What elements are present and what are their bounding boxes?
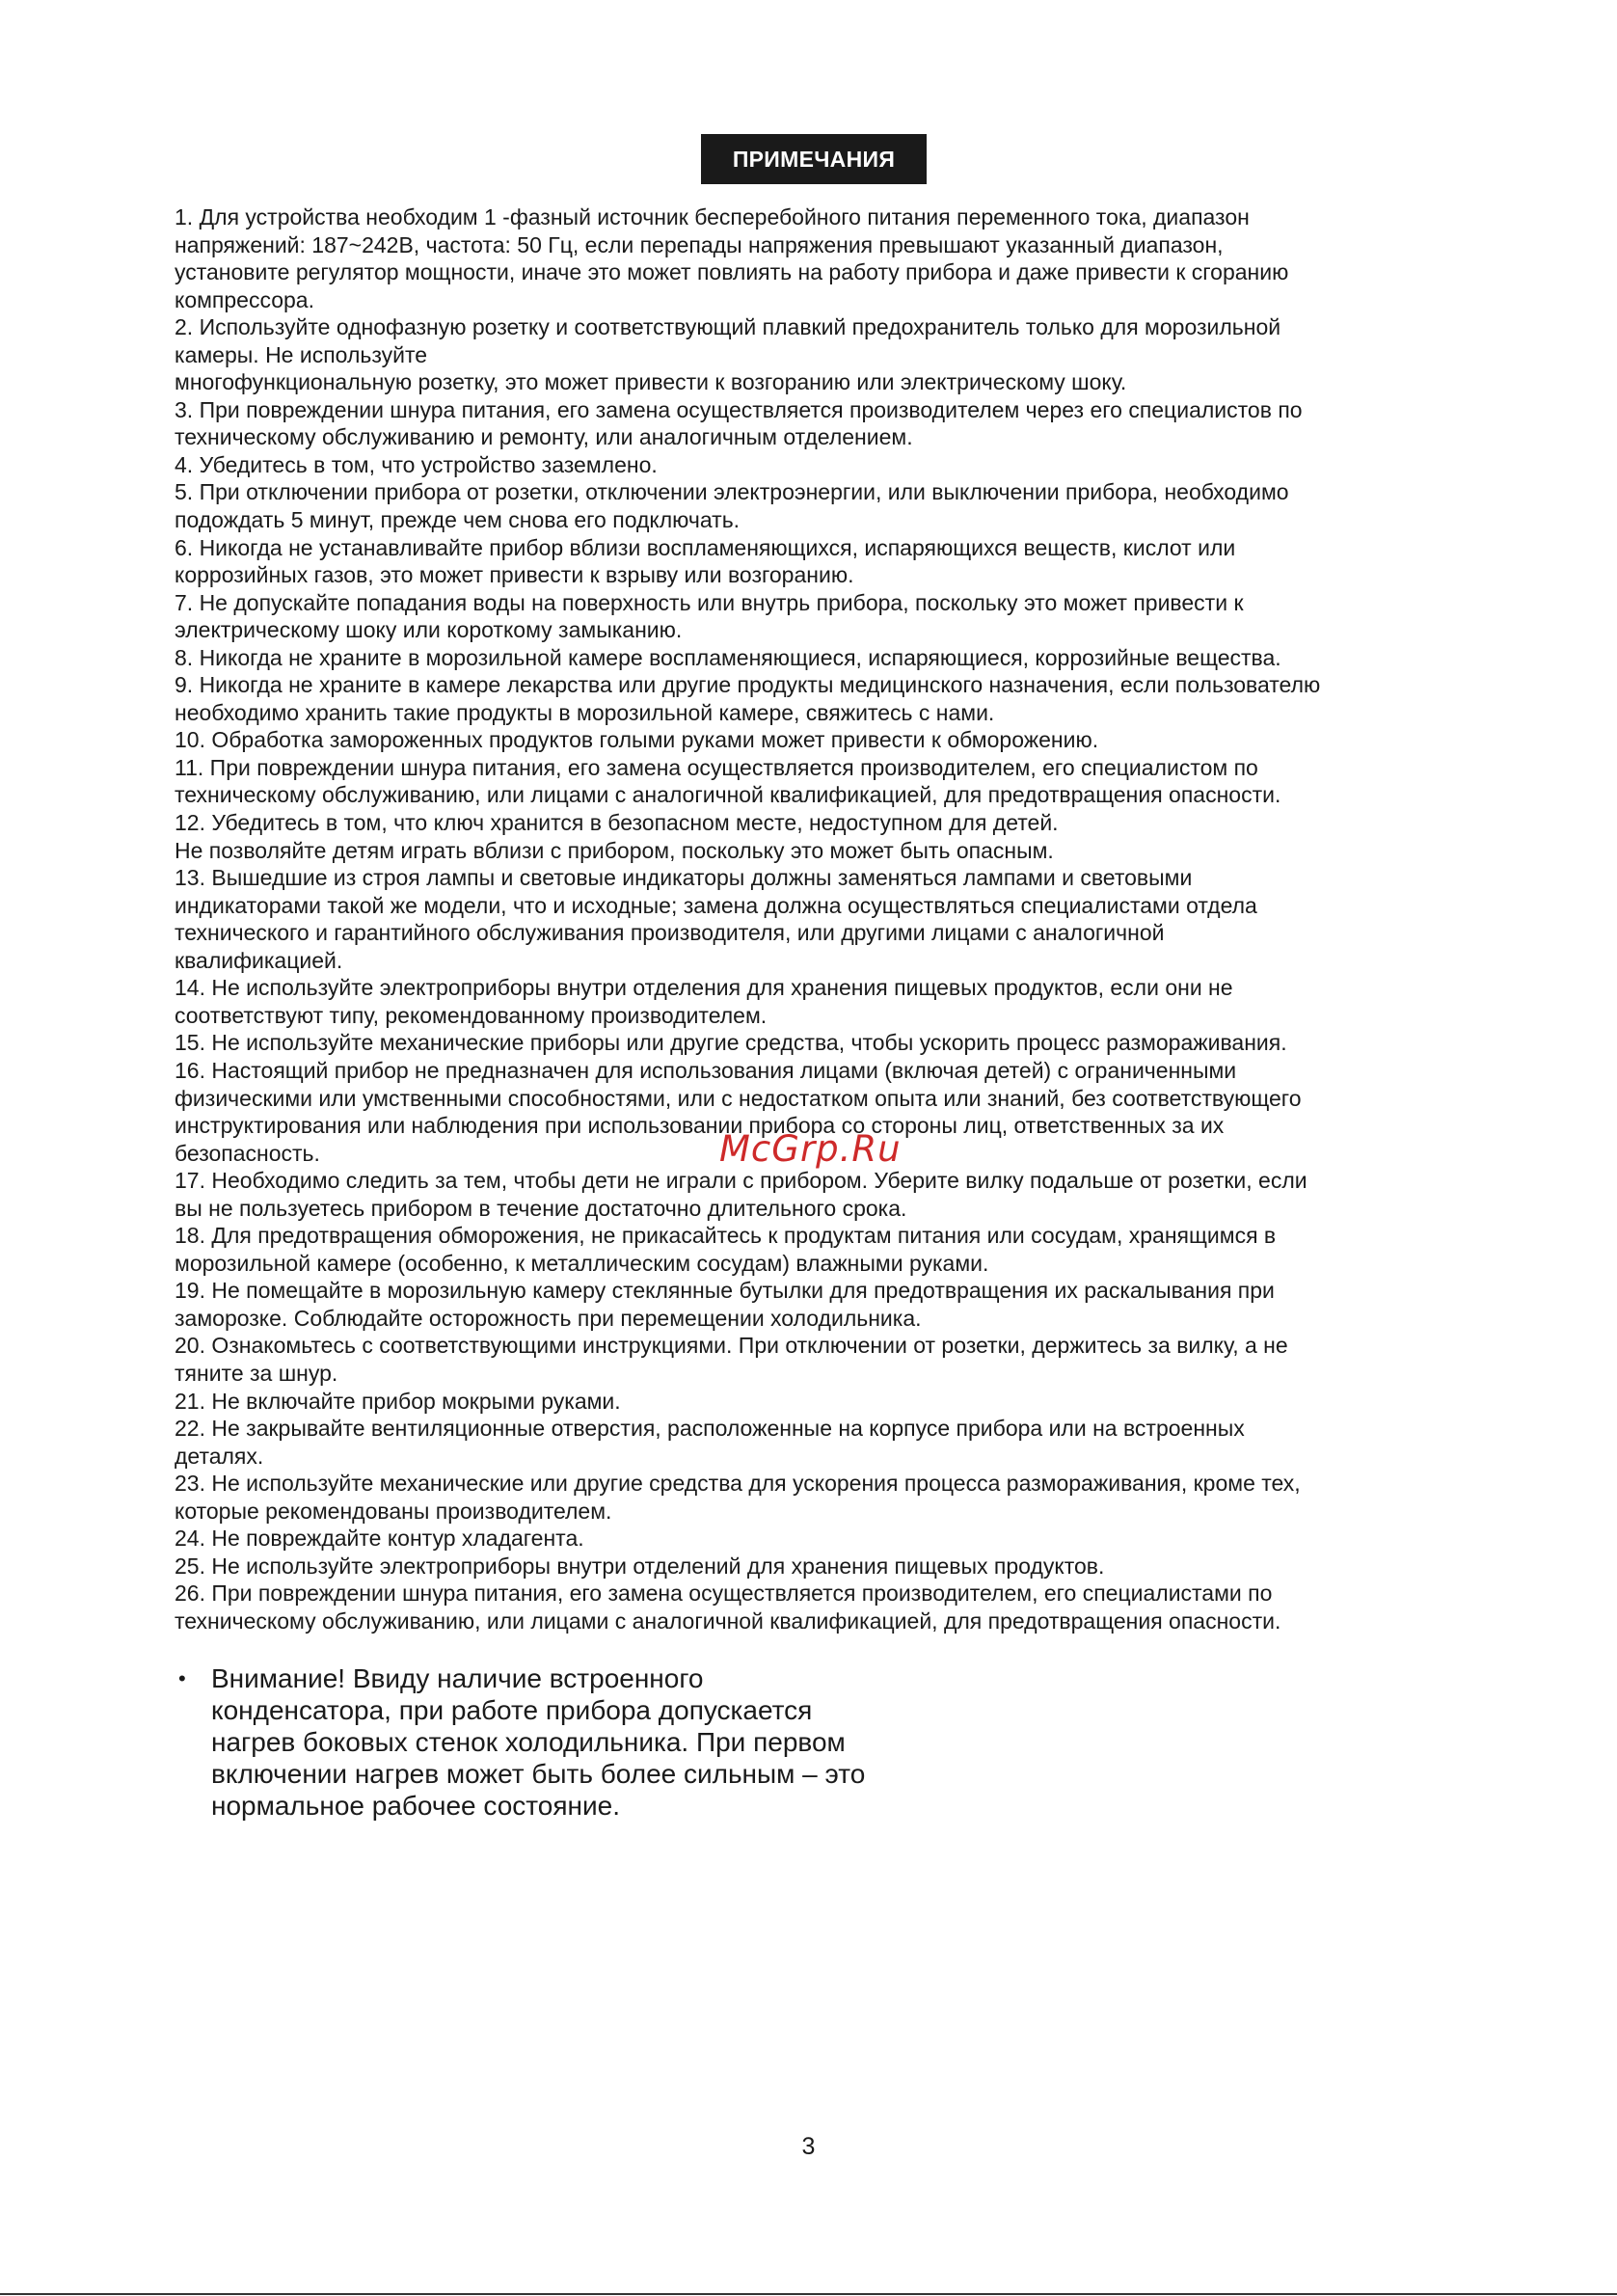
note-line: квалификацией. [175,947,343,973]
note-line: физическими или умственными способностями, или с недостатком опыта или знаний, без соответствующего [175,1085,1302,1111]
note-line: 25. Не используйте электроприборы внутри отделений для хранения пищевых продуктов. [175,1553,1105,1579]
note-line: 9. Никогда не храните в камере лекарства или другие продукты медицинского назначения, если пользователю [175,672,1321,698]
note-line: 12. Убедитесь в том, что ключ хранится в безопасном месте, недоступном для детей. [175,810,1059,836]
note-line: камеры. Не используйте [175,341,428,367]
note-line: 7. Не допускайте попадания воды на поверхность или внутрь прибора, поскольку это может привести к [175,589,1244,615]
note-line: 3. При повреждении шнура питания, его замена осуществляется производителем через его специалистов по [175,396,1303,422]
note-line: 4. Убедитесь в том, что устройство заземлено. [175,451,658,477]
note-line: напряжений: 187~242В, частота: 50 Гц, если перепады напряжения превышают указанный диапазон, [175,231,1224,257]
note-line: 17. Необходимо следить за тем, чтобы дети не играли с прибором. Уберите вилку подальше от розетки, если [175,1168,1307,1194]
note-line: 6. Никогда не устанавливайте прибор вблизи воспламеняющихся, испаряющихся веществ, кислот или [175,534,1236,560]
note-line: 5. При отключении прибора от розетки, отключении электроэнергии, или выключении прибора, необходимо [175,479,1289,505]
notes-list [175,203,1467,1634]
note-line: 23. Не используйте механические или другие средства для ускорения процесса размораживания, кроме тех, [175,1471,1301,1497]
page-title: ПРИМЕЧАНИЯ [701,134,927,184]
note-line: 14. Не используйте электроприборы внутри отделения для хранения пищевых продуктов, если они не [175,975,1233,1001]
note-line: 24. Не повреждайте контур хладагента. [175,1526,584,1552]
note-line: 26. При повреждении шнура питания, его замена осуществляется производителем, его специалистами по [175,1580,1273,1607]
warning-text [211,1662,865,1822]
note-line: 22. Не закрывайте вентиляционные отверстия, расположенные на корпусе прибора или на встроенных [175,1416,1245,1442]
note-line: 21. Не включайте прибор мокрыми руками. [175,1388,621,1414]
note-line: 20. Ознакомьтесь с соответствующими инструкциями. При отключении от розетки, держитесь за вилку, а не [175,1333,1288,1359]
warning-line: конденсатора, при работе прибора допускается [211,1695,813,1725]
note-line: индикаторами такой же модели, что и исходные; замена должна осуществляться специалистами отдела [175,892,1257,918]
note-line: необходимо хранить такие продукты в морозильной камере, свяжитесь с нами. [175,699,995,725]
warning-line: нормальное рабочее состояние. [211,1791,620,1821]
warning-line: нагрев боковых стенок холодильника. При первом [211,1727,846,1757]
note-line: техническому обслуживанию, или лицами с аналогичной квалификацией, для предотвращения опасности. [175,782,1281,808]
page-number: 3 [801,2133,816,2160]
note-line: установите регулятор мощности, иначе это может повлиять на работу прибора и даже привести к сгоранию [175,259,1289,285]
note-line: 1. Для устройства необходим 1 -фазный источник бесперебойного питания переменного тока, диапазон [175,204,1250,230]
note-line: техническому обслуживанию и ремонту, или аналогичным отделением. [175,424,913,450]
note-line: подождать 5 минут, прежде чем снова его подключать. [175,507,741,533]
bottom-divider [0,2293,1617,2295]
note-line: 10. Обработка замороженных продуктов голыми руками может привести к обморожению. [175,727,1099,753]
note-line: электрическому шоку или короткому замыканию. [175,617,683,643]
note-line: безопасность. [175,1140,320,1166]
note-line: коррозийных газов, это может привести к взрыву или возгоранию. [175,562,854,588]
note-line: технического и гарантийного обслуживания производителя, или другими лицами с аналогичной [175,920,1165,946]
note-line: 19. Не помещайте в морозильную камеру стеклянные бутылки для предотвращения их раскалывания при [175,1278,1275,1304]
warning-line: Внимание! Ввиду наличие встроенного [211,1663,704,1693]
warning-line: включении нагрев может быть более сильным – это [211,1759,866,1789]
note-line: 18. Для предотвращения обморожения, не прикасайтесь к продуктам питания или сосудам, хранящимся в [175,1223,1277,1249]
bullet-icon: • [178,1666,186,1690]
note-line: 15. Не используйте механические приборы или другие средства, чтобы ускорить процесс размораживания. [175,1030,1287,1056]
note-line: компрессора. [175,286,314,312]
note-line: морозильной камере (особенно, к металлическим сосудам) влажными руками. [175,1250,989,1276]
note-line: 16. Настоящий прибор не предназначен для использования лицами (включая детей) с ограниченными [175,1057,1237,1083]
note-line: 8. Никогда не храните в морозильной камере воспламеняющиеся, испаряющиеся, коррозийные вещества. [175,644,1281,670]
note-line: 11. При повреждении шнура питания, его замена осуществляется производителем, его специалистом по [175,754,1258,780]
note-line: вы не пользуетесь прибором в течение достаточно длительного срока. [175,1195,907,1221]
note-line: инструктирования или наблюдения при использовании прибора со стороны лиц, ответственных за их [175,1113,1225,1139]
watermark: McGrp.Ru [719,1128,902,1170]
note-line: соответствуют типу, рекомендованному производителем. [175,1002,768,1028]
note-line: заморозке. Соблюдайте осторожность при перемещении холодильника. [175,1305,922,1331]
note-line: деталях. [175,1443,264,1469]
note-line: 2. Используйте однофазную розетку и соответствующий плавкий предохранитель только для морозильной [175,314,1281,340]
note-line: тяните за шнур. [175,1360,338,1386]
note-line: 13. Вышедшие из строя лампы и световые индикаторы должны заменяться лампами и световыми [175,865,1193,891]
note-line: которые рекомендованы производителем. [175,1498,612,1524]
note-line: техническому обслуживанию, или лицами с аналогичной квалификацией, для предотвращения опасности. [175,1607,1281,1634]
note-line: многофункциональную розетку, это может привести к возгоранию или электрическому шоку. [175,369,1127,395]
note-line: Не позволяйте детям играть вблизи с прибором, поскольку это может быть опасным. [175,837,1054,863]
